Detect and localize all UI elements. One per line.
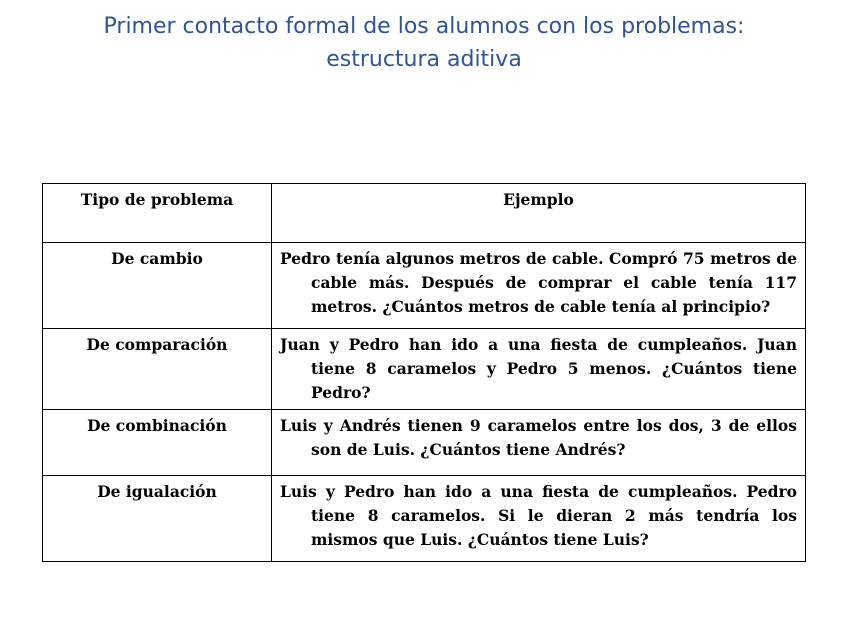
example-text: Pedro tenía algunos metros de cable. Compró 75 metros de cable más. Después de comprar el cable tenía 117 metros. ¿Cuántos metros de cable tenía al principio? [280,249,797,316]
header-problem-type: Tipo de problema [43,184,272,243]
table-row [43,243,806,329]
table-row [43,476,806,562]
header-example: Ejemplo [272,184,806,243]
problem-type-cell: De cambio [43,243,272,329]
example-text: Juan y Pedro han ido a una fiesta de cumpleaños. Juan tiene 8 caramelos y Pedro 5 menos. ¿Cuántos tiene Pedro? [280,335,797,402]
problem-type-cell: De combinación [43,410,272,476]
example-cell [272,410,806,476]
slide-title-line-1: Primer contacto formal de los alumnos con los problemas: [103,14,745,39]
slide-title-line-2: estructura aditiva [326,47,522,72]
table-header-row [43,184,806,243]
example-text: Luis y Pedro han ido a una fiesta de cumpleaños. Pedro tiene 8 caramelos. Si le dieran 2 más tendría los mismos que Luis. ¿Cuántos tiene Luis? [280,482,797,549]
example-text: Luis y Andrés tienen 9 caramelos entre los dos, 3 de ellos son de Luis. ¿Cuántos tiene Andrés? [280,416,797,459]
example-cell [272,243,806,329]
problem-type-cell: De igualación [43,476,272,562]
slide-title [0,10,848,76]
problem-type-cell: De comparación [43,329,272,410]
table-row [43,410,806,476]
example-cell [272,329,806,410]
example-cell [272,476,806,562]
problem-types-table [42,183,806,562]
table-row [43,329,806,410]
